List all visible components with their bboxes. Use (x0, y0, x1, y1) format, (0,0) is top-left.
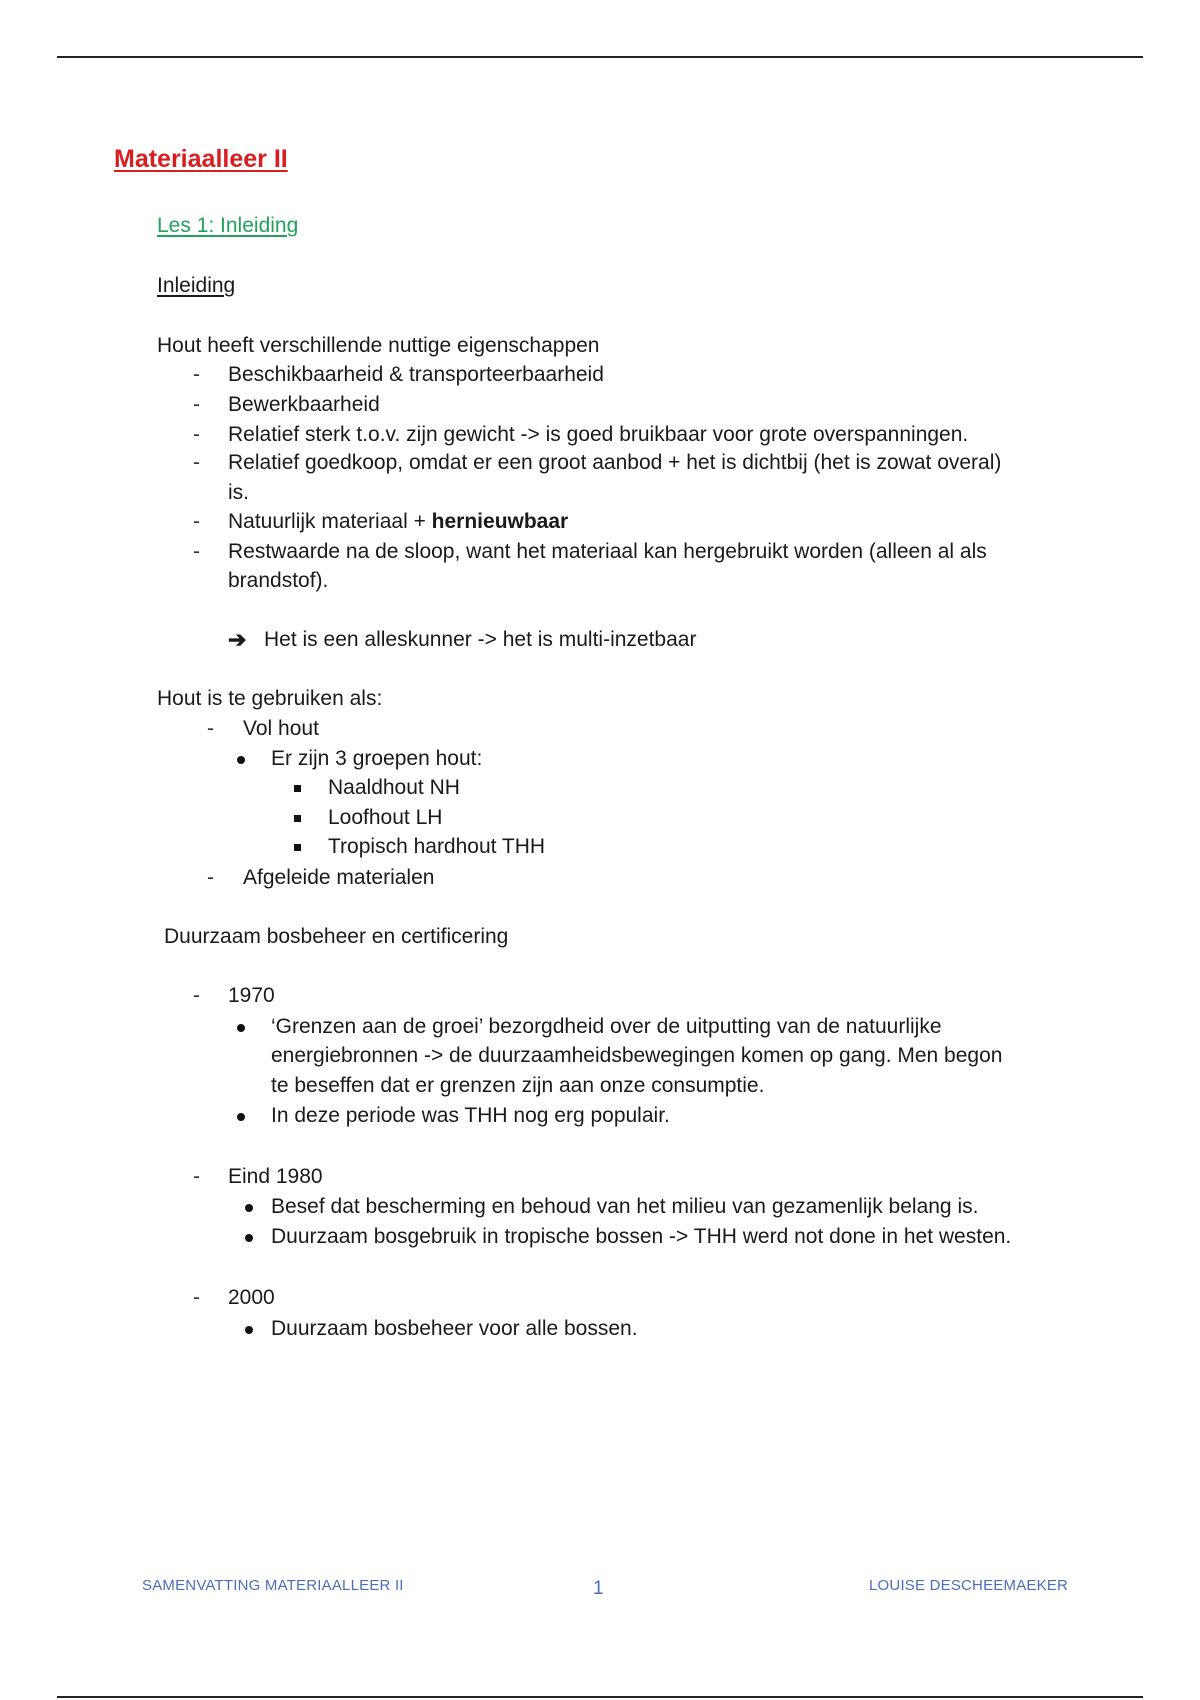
list-item: Afgeleide materialen (243, 866, 435, 889)
dash-bullet: - (193, 510, 200, 533)
list-item: Er zijn 3 groepen hout: (271, 747, 483, 770)
section-heading-inleiding: Inleiding (157, 274, 236, 297)
dash-bullet: - (207, 866, 214, 889)
list-item: Duurzaam bosgebruik in tropische bossen -> THH werd not done in het westen. (271, 1225, 1012, 1248)
footer-rule (57, 1696, 1143, 1698)
dash-bullet: - (193, 984, 200, 1007)
dash-bullet: - (207, 717, 214, 740)
dash-bullet: - (193, 363, 200, 386)
bullet-square (294, 785, 301, 792)
list-item: ‘Grenzen aan de groei’ bezorgdheid over de uitputting van de natuurlijke (271, 1015, 942, 1038)
bullet-dot (237, 1024, 245, 1032)
list-item-text: Natuurlijk materiaal + (228, 510, 432, 533)
dash-bullet: - (193, 393, 200, 416)
list-item-continuation: te beseffen dat er grenzen zijn aan onze consumptie. (271, 1074, 765, 1097)
page-number: 1 (593, 1578, 604, 1599)
bullet-square (294, 844, 301, 851)
footer-right: LOUISE DESCHEEMAEKER (869, 1577, 1069, 1594)
list-item: Bewerkbaarheid (228, 393, 380, 416)
bullet-dot (245, 1234, 253, 1242)
year-item: 1970 (228, 984, 275, 1007)
dash-bullet: - (193, 1286, 200, 1309)
usage-intro: Hout is te gebruiken als: (157, 687, 383, 710)
bullet-dot (245, 1326, 253, 1334)
list-item-continuation: is. (228, 481, 249, 504)
list-item: Naaldhout NH (328, 776, 460, 799)
properties-intro: Hout heeft verschillende nuttige eigenschappen (157, 334, 600, 357)
lesson-heading: Les 1: Inleiding (157, 214, 299, 237)
list-item: In deze periode was THH nog erg populair. (271, 1104, 670, 1127)
footer-left: SAMENVATTING MATERIAALLEER II (142, 1577, 404, 1594)
list-item: Loofhout LH (328, 806, 443, 829)
dash-bullet: - (193, 423, 200, 446)
conclusion-text: Het is een alleskunner -> het is multi-inzetbaar (264, 628, 697, 651)
list-item: Relatief goedkoop, omdat er een groot aanbod + het is dichtbij (het is zowat overal) (228, 451, 1002, 474)
year-item: 2000 (228, 1286, 275, 1309)
bullet-dot (237, 1113, 245, 1121)
dash-bullet: - (193, 451, 200, 474)
bullet-dot (245, 1204, 253, 1212)
list-item: Besef dat bescherming en behoud van het milieu van gezamenlijk belang is. (271, 1195, 979, 1218)
section-heading-duurzaam: Duurzaam bosbeheer en certificering (164, 925, 509, 948)
list-item-bold: hernieuwbaar (431, 510, 569, 533)
bullet-dot (237, 756, 245, 764)
dash-bullet: - (193, 540, 200, 563)
list-item: Tropisch hardhout THH (328, 835, 546, 858)
list-item: Restwaarde na de sloop, want het materiaal kan hergebruikt worden (alleen al als (228, 540, 987, 563)
year-item: Eind 1980 (228, 1165, 323, 1188)
list-item-continuation: brandstof). (228, 569, 329, 592)
list-item-continuation: energiebronnen -> de duurzaamheidsbewegingen komen op gang. Men begon (271, 1044, 1003, 1067)
list-item: Beschikbaarheid & transporteerbaarheid (228, 363, 604, 386)
list-item: Vol hout (243, 717, 319, 740)
list-item: Relatief sterk t.o.v. zijn gewicht -> is goed bruikbaar voor grote overspanningen. (228, 423, 969, 446)
document-title: Materiaalleer II (114, 145, 288, 173)
list-item: Duurzaam bosbeheer voor alle bossen. (271, 1317, 638, 1340)
bullet-square (294, 815, 301, 822)
list-item (228, 508, 568, 536)
dash-bullet: - (193, 1165, 200, 1188)
header-rule (57, 56, 1143, 58)
arrow-right-icon: ➔ (228, 627, 247, 652)
